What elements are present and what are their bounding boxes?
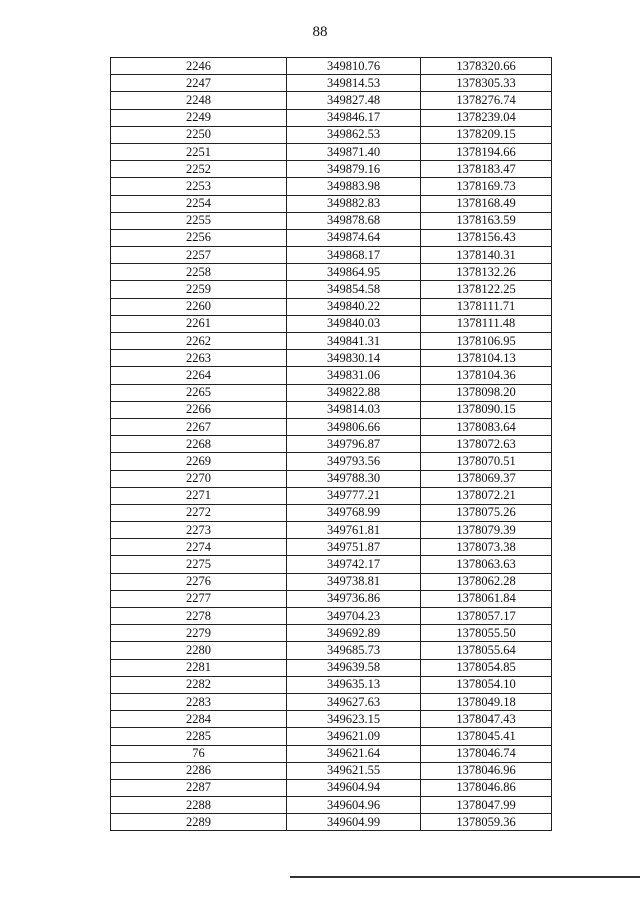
y-coordinate-cell: 1378111.48 [421,315,552,332]
point-number-cell: 2257 [111,247,287,264]
table-row [111,779,552,796]
table-row [111,556,552,573]
point-number-cell: 2251 [111,143,287,160]
point-number-cell: 2285 [111,728,287,745]
table-row [111,178,552,195]
x-coordinate-cell: 349840.22 [287,298,421,315]
point-number-cell: 2277 [111,590,287,607]
y-coordinate-cell: 1378140.31 [421,247,552,264]
point-number-cell: 2253 [111,178,287,195]
y-coordinate-cell: 1378320.66 [421,58,552,75]
table-row [111,487,552,504]
table-row [111,762,552,779]
table-row [111,814,552,831]
table-row [111,797,552,814]
coordinates-table-body [111,58,552,831]
x-coordinate-cell: 349831.06 [287,367,421,384]
x-coordinate-cell: 349639.58 [287,659,421,676]
y-coordinate-cell: 1378106.95 [421,333,552,350]
table-row [111,281,552,298]
table-row [111,333,552,350]
y-coordinate-cell: 1378070.51 [421,453,552,470]
table-row [111,590,552,607]
x-coordinate-cell: 349864.95 [287,264,421,281]
table-row [111,642,552,659]
y-coordinate-cell: 1378169.73 [421,178,552,195]
point-number-cell: 2266 [111,401,287,418]
point-number-cell: 2270 [111,470,287,487]
point-number-cell: 2255 [111,212,287,229]
x-coordinate-cell: 349604.99 [287,814,421,831]
point-number-cell: 2274 [111,539,287,556]
table-row [111,298,552,315]
table-row [111,264,552,281]
y-coordinate-cell: 1378047.43 [421,711,552,728]
x-coordinate-cell: 349878.68 [287,212,421,229]
point-number-cell: 2289 [111,814,287,831]
y-coordinate-cell: 1378057.17 [421,608,552,625]
table-row [111,453,552,470]
y-coordinate-cell: 1378090.15 [421,401,552,418]
table-row [111,350,552,367]
x-coordinate-cell: 349830.14 [287,350,421,367]
y-coordinate-cell: 1378055.50 [421,625,552,642]
x-coordinate-cell: 349736.86 [287,590,421,607]
x-coordinate-cell: 349621.64 [287,745,421,762]
y-coordinate-cell: 1378083.64 [421,418,552,435]
y-coordinate-cell: 1378054.85 [421,659,552,676]
point-number-cell: 2260 [111,298,287,315]
x-coordinate-cell: 349854.58 [287,281,421,298]
y-coordinate-cell: 1378111.71 [421,298,552,315]
y-coordinate-cell: 1378305.33 [421,75,552,92]
point-number-cell: 76 [111,745,287,762]
point-number-cell: 2272 [111,504,287,521]
table-row [111,436,552,453]
y-coordinate-cell: 1378239.04 [421,109,552,126]
x-coordinate-cell: 349882.83 [287,195,421,212]
table-row [111,573,552,590]
table-row [111,384,552,401]
point-number-cell: 2265 [111,384,287,401]
point-number-cell: 2247 [111,75,287,92]
y-coordinate-cell: 1378073.38 [421,539,552,556]
y-coordinate-cell: 1378047.99 [421,797,552,814]
y-coordinate-cell: 1378063.63 [421,556,552,573]
y-coordinate-cell: 1378276.74 [421,92,552,109]
x-coordinate-cell: 349806.66 [287,418,421,435]
table-row [111,75,552,92]
x-coordinate-cell: 349635.13 [287,676,421,693]
y-coordinate-cell: 1378104.13 [421,350,552,367]
point-number-cell: 2250 [111,126,287,143]
y-coordinate-cell: 1378079.39 [421,522,552,539]
y-coordinate-cell: 1378046.86 [421,779,552,796]
x-coordinate-cell: 349871.40 [287,143,421,160]
table-row [111,711,552,728]
y-coordinate-cell: 1378104.36 [421,367,552,384]
y-coordinate-cell: 1378168.49 [421,195,552,212]
table-row [111,92,552,109]
y-coordinate-cell: 1378059.36 [421,814,552,831]
x-coordinate-cell: 349742.17 [287,556,421,573]
point-number-cell: 2264 [111,367,287,384]
point-number-cell: 2288 [111,797,287,814]
x-coordinate-cell: 349793.56 [287,453,421,470]
y-coordinate-cell: 1378069.37 [421,470,552,487]
point-number-cell: 2275 [111,556,287,573]
y-coordinate-cell: 1378194.66 [421,143,552,160]
point-number-cell: 2283 [111,693,287,710]
point-number-cell: 2286 [111,762,287,779]
x-coordinate-cell: 349768.99 [287,504,421,521]
x-coordinate-cell: 349879.16 [287,161,421,178]
point-number-cell: 2246 [111,58,287,75]
point-number-cell: 2259 [111,281,287,298]
table-row [111,143,552,160]
table-row [111,728,552,745]
y-coordinate-cell: 1378046.74 [421,745,552,762]
x-coordinate-cell: 349827.48 [287,92,421,109]
point-number-cell: 2279 [111,625,287,642]
point-number-cell: 2262 [111,333,287,350]
x-coordinate-cell: 349810.76 [287,58,421,75]
x-coordinate-cell: 349868.17 [287,247,421,264]
footer-rule [290,876,640,878]
table-row [111,470,552,487]
x-coordinate-cell: 349692.89 [287,625,421,642]
y-coordinate-cell: 1378072.63 [421,436,552,453]
point-number-cell: 2284 [111,711,287,728]
x-coordinate-cell: 349846.17 [287,109,421,126]
x-coordinate-cell: 349814.03 [287,401,421,418]
x-coordinate-cell: 349822.88 [287,384,421,401]
x-coordinate-cell: 349862.53 [287,126,421,143]
table-row [111,522,552,539]
table-row [111,229,552,246]
table-row [111,161,552,178]
table-row [111,418,552,435]
table-row [111,676,552,693]
y-coordinate-cell: 1378183.47 [421,161,552,178]
point-number-cell: 2281 [111,659,287,676]
x-coordinate-cell: 349685.73 [287,642,421,659]
table-row [111,367,552,384]
point-number-cell: 2269 [111,453,287,470]
x-coordinate-cell: 349623.15 [287,711,421,728]
point-number-cell: 2263 [111,350,287,367]
table-row [111,247,552,264]
page-number: 88 [312,24,328,40]
x-coordinate-cell: 349814.53 [287,75,421,92]
point-number-cell: 2254 [111,195,287,212]
point-number-cell: 2268 [111,436,287,453]
point-number-cell: 2287 [111,779,287,796]
point-number-cell: 2248 [111,92,287,109]
y-coordinate-cell: 1378054.10 [421,676,552,693]
y-coordinate-cell: 1378049.18 [421,693,552,710]
x-coordinate-cell: 349796.87 [287,436,421,453]
point-number-cell: 2252 [111,161,287,178]
x-coordinate-cell: 349777.21 [287,487,421,504]
point-number-cell: 2267 [111,418,287,435]
x-coordinate-cell: 349621.55 [287,762,421,779]
x-coordinate-cell: 349621.09 [287,728,421,745]
y-coordinate-cell: 1378046.96 [421,762,552,779]
point-number-cell: 2261 [111,315,287,332]
table-row [111,315,552,332]
point-number-cell: 2256 [111,229,287,246]
y-coordinate-cell: 1378122.25 [421,281,552,298]
x-coordinate-cell: 349761.81 [287,522,421,539]
x-coordinate-cell: 349883.98 [287,178,421,195]
table-row [111,195,552,212]
x-coordinate-cell: 349788.30 [287,470,421,487]
y-coordinate-cell: 1378045.41 [421,728,552,745]
table-row [111,212,552,229]
point-number-cell: 2273 [111,522,287,539]
x-coordinate-cell: 349841.31 [287,333,421,350]
point-number-cell: 2276 [111,573,287,590]
point-number-cell: 2271 [111,487,287,504]
y-coordinate-cell: 1378156.43 [421,229,552,246]
point-number-cell: 2280 [111,642,287,659]
y-coordinate-cell: 1378163.59 [421,212,552,229]
x-coordinate-cell: 349704.23 [287,608,421,625]
table-row [111,401,552,418]
table-row [111,693,552,710]
table-row [111,126,552,143]
table-row [111,625,552,642]
x-coordinate-cell: 349751.87 [287,539,421,556]
table-row [111,109,552,126]
table-row [111,745,552,762]
y-coordinate-cell: 1378055.64 [421,642,552,659]
y-coordinate-cell: 1378072.21 [421,487,552,504]
point-number-cell: 2282 [111,676,287,693]
table-row [111,539,552,556]
x-coordinate-cell: 349840.03 [287,315,421,332]
x-coordinate-cell: 349874.64 [287,229,421,246]
table-row [111,659,552,676]
y-coordinate-cell: 1378098.20 [421,384,552,401]
table-row [111,608,552,625]
y-coordinate-cell: 1378061.84 [421,590,552,607]
x-coordinate-cell: 349604.94 [287,779,421,796]
point-number-cell: 2249 [111,109,287,126]
x-coordinate-cell: 349627.63 [287,693,421,710]
table-row [111,58,552,75]
y-coordinate-cell: 1378062.28 [421,573,552,590]
x-coordinate-cell: 349738.81 [287,573,421,590]
y-coordinate-cell: 1378075.26 [421,504,552,521]
x-coordinate-cell: 349604.96 [287,797,421,814]
y-coordinate-cell: 1378132.26 [421,264,552,281]
y-coordinate-cell: 1378209.15 [421,126,552,143]
table-row [111,504,552,521]
point-number-cell: 2278 [111,608,287,625]
coordinates-table [110,57,552,831]
point-number-cell: 2258 [111,264,287,281]
